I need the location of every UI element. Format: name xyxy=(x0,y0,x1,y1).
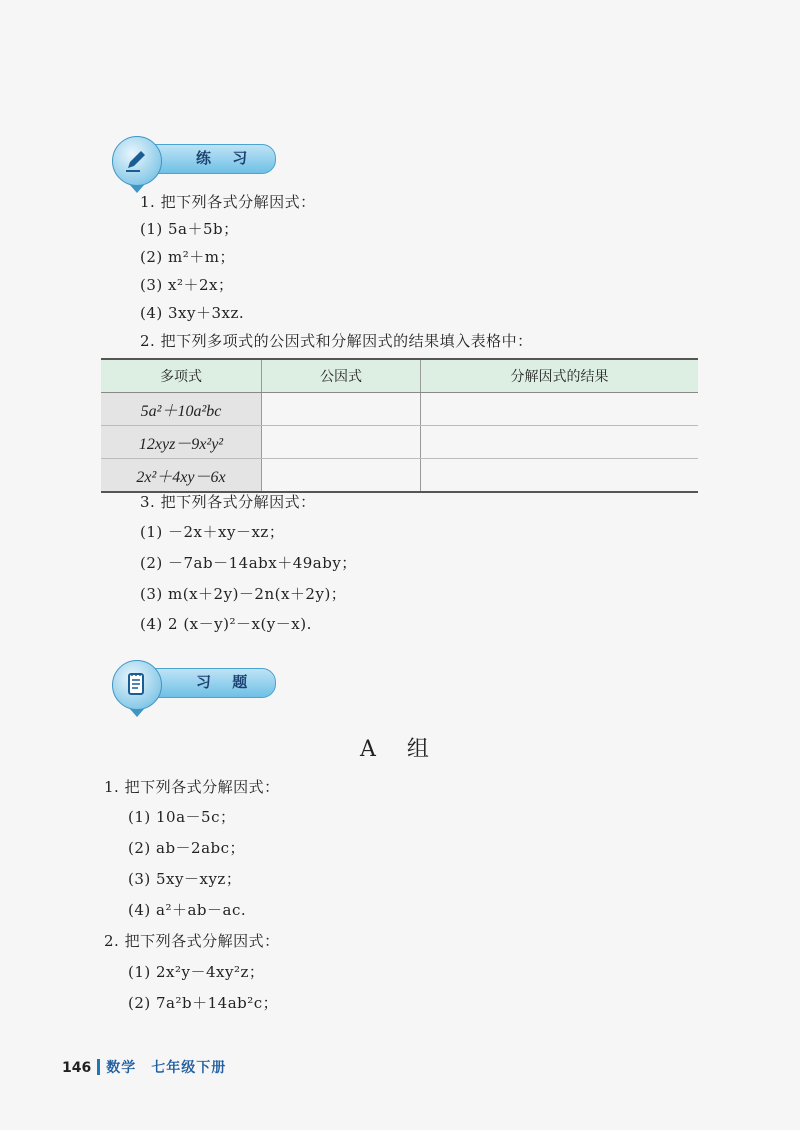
page-number: 146 xyxy=(62,1060,92,1076)
factor-table xyxy=(101,358,698,493)
table-header: 公因式 xyxy=(262,359,421,393)
table-cell xyxy=(421,426,699,459)
practice-q1-item: (4) 3xy＋3xz. xyxy=(140,304,245,322)
table-row xyxy=(101,426,698,459)
table-header: 分解因式的结果 xyxy=(421,359,699,393)
book-title: 数学 七年级下册 xyxy=(106,1060,227,1076)
table-cell xyxy=(421,393,699,426)
page-footer xyxy=(62,1057,226,1077)
practice-q1-item: (3) x²＋2x； xyxy=(140,276,234,294)
table-row xyxy=(101,459,698,493)
practice-q1-heading: 1. 把下列各式分解因式： xyxy=(140,193,316,211)
practice-q3-item: (3) m(x＋2y)－2n(x＋2y)； xyxy=(140,585,347,603)
practice-q3-item: (1) －2x＋xy－xz； xyxy=(140,523,285,541)
exercise-q1-heading: 1. 把下列各式分解因式： xyxy=(104,778,280,796)
practice-badge xyxy=(100,136,278,196)
table-cell: 2x²＋4xy－6x xyxy=(101,459,262,493)
table-cell xyxy=(262,459,421,493)
badge-title: 练 习 xyxy=(196,149,256,167)
exercise-q2-item: (2) 7a²b＋14ab²c； xyxy=(128,994,279,1012)
exercise-q1-item: (2) ab－2abc； xyxy=(128,839,246,857)
practice-q1-item: (1) 5a＋5b； xyxy=(140,220,239,238)
table-cell xyxy=(262,426,421,459)
practice-q3-item: (2) －7ab－14abx＋49aby； xyxy=(140,554,357,572)
exercise-q2-item: (1) 2x²y－4xy²z； xyxy=(128,963,265,981)
exercise-q1-item: (1) 10a－5c； xyxy=(128,808,236,826)
table-row xyxy=(101,393,698,426)
practice-q2-heading: 2. 把下列多项式的公因式和分解因式的结果填入表格中： xyxy=(140,332,533,350)
table-header: 多项式 xyxy=(101,359,262,393)
table-cell xyxy=(262,393,421,426)
exercise-q1-item: (4) a²＋ab－ac. xyxy=(128,901,247,919)
table-cell: 12xyz－9x²y² xyxy=(101,426,262,459)
table-cell: 5a²＋10a²bc xyxy=(101,393,262,426)
exercise-q1-item: (3) 5xy－xyz； xyxy=(128,870,242,888)
table-header-row xyxy=(101,359,698,393)
badge-title: 习 题 xyxy=(196,673,256,691)
footer-divider xyxy=(97,1059,100,1075)
practice-q3-heading: 3. 把下列各式分解因式： xyxy=(140,493,316,511)
pencil-icon xyxy=(122,146,150,174)
practice-q1-item: (2) m²＋m； xyxy=(140,248,235,266)
table-cell xyxy=(421,459,699,493)
exercise-q2-heading: 2. 把下列各式分解因式： xyxy=(104,932,280,950)
practice-q3-item: (4) 2 (x－y)²－x(y－x). xyxy=(140,615,312,633)
badge-pointer xyxy=(130,709,144,717)
exercises-badge xyxy=(100,660,278,720)
notepad-icon xyxy=(122,670,150,698)
group-title: A 组 xyxy=(360,737,441,762)
